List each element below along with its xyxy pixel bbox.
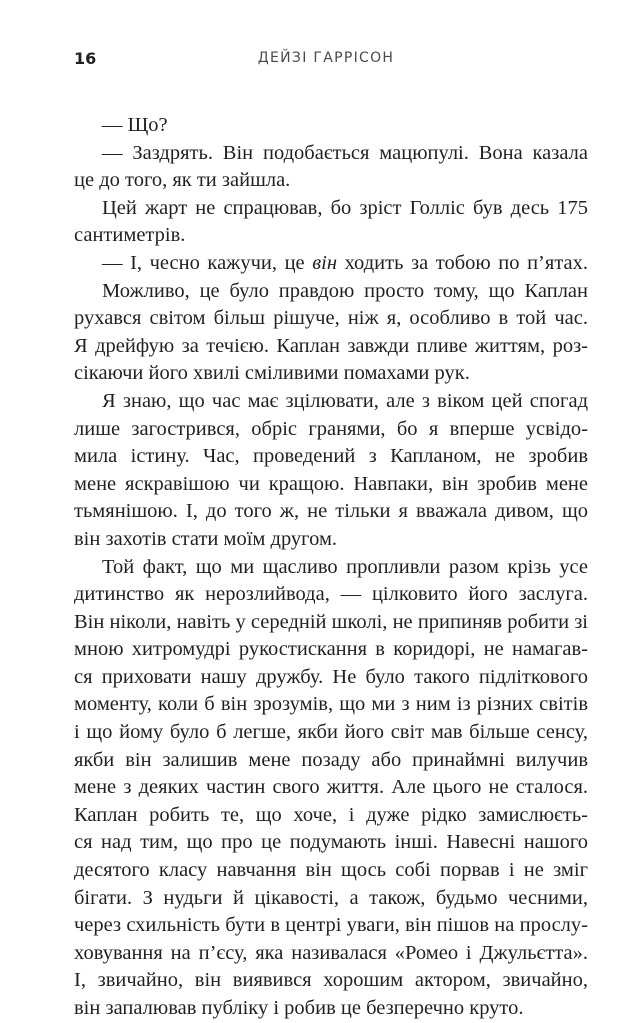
text-line: Каплан робить те, що хоче, і дуже рідко замислюєть- bbox=[74, 803, 588, 826]
running-title: ДЕЙЗІ ГАРРІСОН bbox=[257, 50, 395, 66]
text-line: сантиметрів. bbox=[74, 224, 186, 247]
text-line: він запалював публіку і робив це безперечно круто. bbox=[74, 997, 524, 1019]
text-line: Можливо, це було правдою просто тому, що Каплан bbox=[102, 279, 588, 302]
text-line: через схильність бути в центрі уваги, він пішов на прослу- bbox=[74, 914, 588, 937]
text-line: бігати. З нудьги й цікавості, а також, будьмо чесними, bbox=[74, 886, 588, 909]
text-line: мене з деяких частин свого життя. Але цього не сталося. bbox=[74, 776, 588, 799]
text-line: тьмянішою. І, до того ж, не тільки я вважала дивом, що bbox=[74, 500, 588, 523]
page-body bbox=[74, 112, 588, 1023]
text-line: лише загострився, обріс гранями, бо я вперше усвідо- bbox=[74, 417, 588, 440]
text-line: Той факт, що ми щасливо пропливли разом крізь усе bbox=[102, 555, 588, 578]
text-line: десятого класу навчання він щось собі порвав і не зміг bbox=[74, 859, 588, 882]
text-line: ся над тим, що про це подумають інші. Навесні нашого bbox=[74, 831, 588, 854]
text-segment: ходить за тобою по п’ятах. bbox=[337, 251, 588, 274]
text-line: — Що? bbox=[102, 114, 168, 136]
text-line: мене яскравішою чи кращою. Навпаки, він зробив мене bbox=[74, 472, 588, 495]
text-line: дитинство як нерозлийвода, — цілковито його заслуга. bbox=[74, 583, 588, 606]
text-line: Він ніколи, навіть у середній школі, не припиняв робити зі bbox=[74, 610, 588, 633]
text-segment: — І, чесно кажучи, це bbox=[102, 251, 313, 274]
text-line: ся приховати нашу дружбу. Не було такого підліткового bbox=[74, 665, 588, 688]
text-line: рухався світом більш рішуче, ніж я, особливо в той час. bbox=[74, 307, 588, 330]
text-line: це до того, як ти зайшла. bbox=[74, 169, 291, 192]
page-number: 16 bbox=[74, 49, 97, 68]
text-line: ховування на п’єсу, яка називалася «Ромео і Джульєтта». bbox=[74, 941, 588, 964]
text-line bbox=[74, 250, 588, 278]
text-line: Я знаю, що час має зцілювати, але з віком цей спогад bbox=[102, 389, 588, 412]
text-line: і що йому було б легше, якби його світ мав більше сенсу, bbox=[74, 721, 588, 744]
text-line: він захотів стати моїм другом. bbox=[74, 527, 338, 550]
text-line: сікаючи його хвилі сміливими помахами рук. bbox=[74, 362, 470, 385]
text-line: якби він залишив мене позаду або принаймні вилучив bbox=[74, 748, 588, 771]
text-line: — Заздрять. Він подобається мацюпулі. Вона казала bbox=[102, 141, 588, 164]
text-line: мила істину. Час, проведений з Капланом, не зробив bbox=[74, 445, 588, 468]
text-line: моменту, коли б він зрозумів, що ми з ним із різних світів bbox=[74, 693, 588, 716]
text-line: Я дрейфую за течією. Каплан завжди пливе життям, роз- bbox=[74, 334, 588, 357]
text-line: мною хитромудрі рукостискання в коридорі, не намагав- bbox=[74, 638, 588, 661]
text-line: І, звичайно, він виявився хорошим актором, звичайно, bbox=[74, 969, 588, 992]
text-line: Цей жарт не спрацював, бо зріст Голліс був десь 175 bbox=[102, 196, 588, 219]
italic-emphasis: він bbox=[312, 251, 337, 274]
